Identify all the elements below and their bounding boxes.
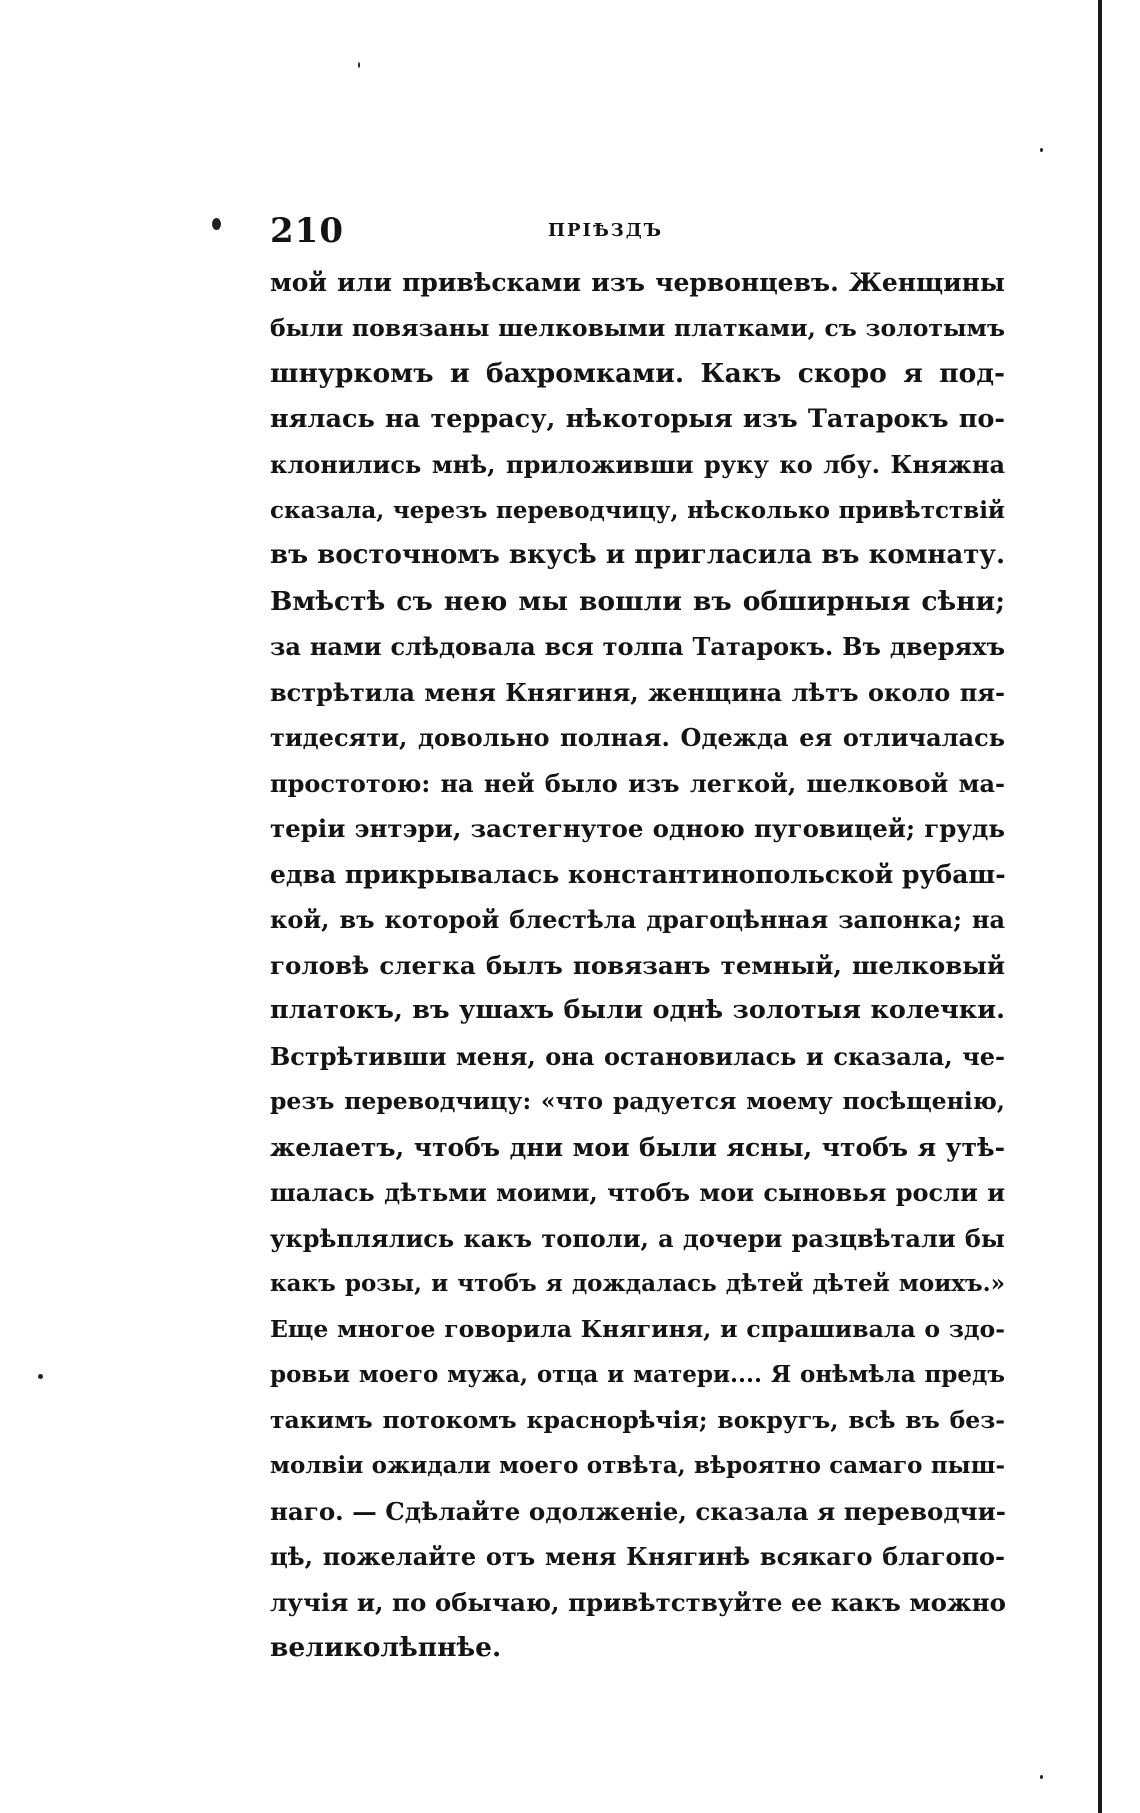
text-line: желаетъ, чтобъ дни мои были ясны, чтобъ я утѣ- bbox=[270, 1132, 1005, 1162]
text-line: платокъ, въ ушахъ были однѣ золотыя колечки. bbox=[270, 995, 1005, 1025]
text-line: Встрѣтивши меня, она остановилась и сказала, че- bbox=[270, 1041, 1005, 1071]
text-line: ровьи моего мужа, отца и матери.... Я онѣмѣла предъ bbox=[270, 1361, 1005, 1388]
text-line: за нами слѣдовала вся толпа Татарокъ. Въ дверяхъ bbox=[270, 632, 1005, 661]
text-line: лучія и, по обычаю, привѣтствуйте ее какъ можно bbox=[270, 1587, 1006, 1617]
text-line: цѣ, пожелайте отъ меня Княгинѣ всякаго благопо- bbox=[270, 1542, 1005, 1571]
ink-speck bbox=[38, 1374, 43, 1379]
text-line: простотою: на ней было изъ легкой, шелковой ма- bbox=[270, 768, 1005, 798]
ink-speck bbox=[1040, 1775, 1043, 1779]
text-line: кой, въ которой блестѣла драгоцѣнная запонка; на bbox=[270, 905, 1005, 934]
page-edge-shadow bbox=[1098, 0, 1102, 1813]
text-line: резъ переводчицу: «что радуется моему посѣщенію, bbox=[270, 1087, 1005, 1115]
text-line: клонились мнѣ, приложивши руку ко лбу. Княжна bbox=[270, 450, 1005, 479]
page-header bbox=[270, 208, 1000, 254]
text-line: головѣ слегка былъ повязанъ темный, шелковый bbox=[270, 950, 1005, 980]
text-line: молвіи ожидали моего отвѣта, вѣроятно самаго пыш- bbox=[270, 1452, 1005, 1479]
ink-speck bbox=[358, 62, 360, 68]
text-line: тидесяти, довольно полная. Одежда ея отличалась bbox=[270, 723, 1005, 752]
ink-speck bbox=[1040, 148, 1043, 152]
text-line: едва прикрывалась константинопольской рубаш- bbox=[270, 859, 1006, 889]
running-head: ПРІѢЗДЪ bbox=[548, 220, 664, 241]
text-line-last: великолѣпнѣе. bbox=[270, 1632, 502, 1663]
text-line: шалась дѣтьми моими, чтобъ мои сыновья росли и bbox=[270, 1178, 1005, 1207]
text-line: Еще многое говорила Княгиня, и спрашивала о здо- bbox=[270, 1314, 1005, 1343]
text-line: Вмѣстѣ съ нею мы вошли въ обширныя сѣни; bbox=[270, 585, 1005, 617]
text-line: теріи энтэри, застегнутое одною пуговицей; грудь bbox=[270, 814, 1005, 843]
text-line: укрѣплялись какъ тополи, а дочери разцвѣтали бы bbox=[270, 1223, 1005, 1253]
text-line: были повязаны шелковыми платками, съ золотымъ bbox=[270, 313, 1005, 342]
text-line: какъ розы, и чтобъ я дождалась дѣтей дѣтей моихъ.» bbox=[270, 1270, 1005, 1297]
ink-speck bbox=[212, 218, 221, 230]
text-line: наго. — Сдѣлайте одолженіе, сказала я переводчи- bbox=[270, 1496, 1006, 1526]
text-line: такимъ потокомъ краснорѣчія; вокругъ, всѣ въ без- bbox=[270, 1405, 1005, 1434]
text-line: шнуркомъ и бахромками. Какъ скоро я под- bbox=[270, 358, 1005, 389]
text-line: нялась на террасу, нѣкоторыя изъ Татарокъ по- bbox=[270, 403, 1005, 434]
body-text bbox=[270, 260, 1005, 1671]
text-line: мой или привѣсками изъ червонцевъ. Женщины bbox=[270, 268, 1005, 297]
text-line: въ восточномъ вкусѣ и пригласила въ комнату. bbox=[270, 540, 1005, 570]
text-line: встрѣтила меня Княгиня, женщина лѣтъ около пя- bbox=[270, 677, 1005, 707]
page-number: 210 bbox=[270, 211, 344, 251]
text-line: сказала, черезъ переводчицу, нѣсколько привѣтствій bbox=[270, 496, 1005, 524]
